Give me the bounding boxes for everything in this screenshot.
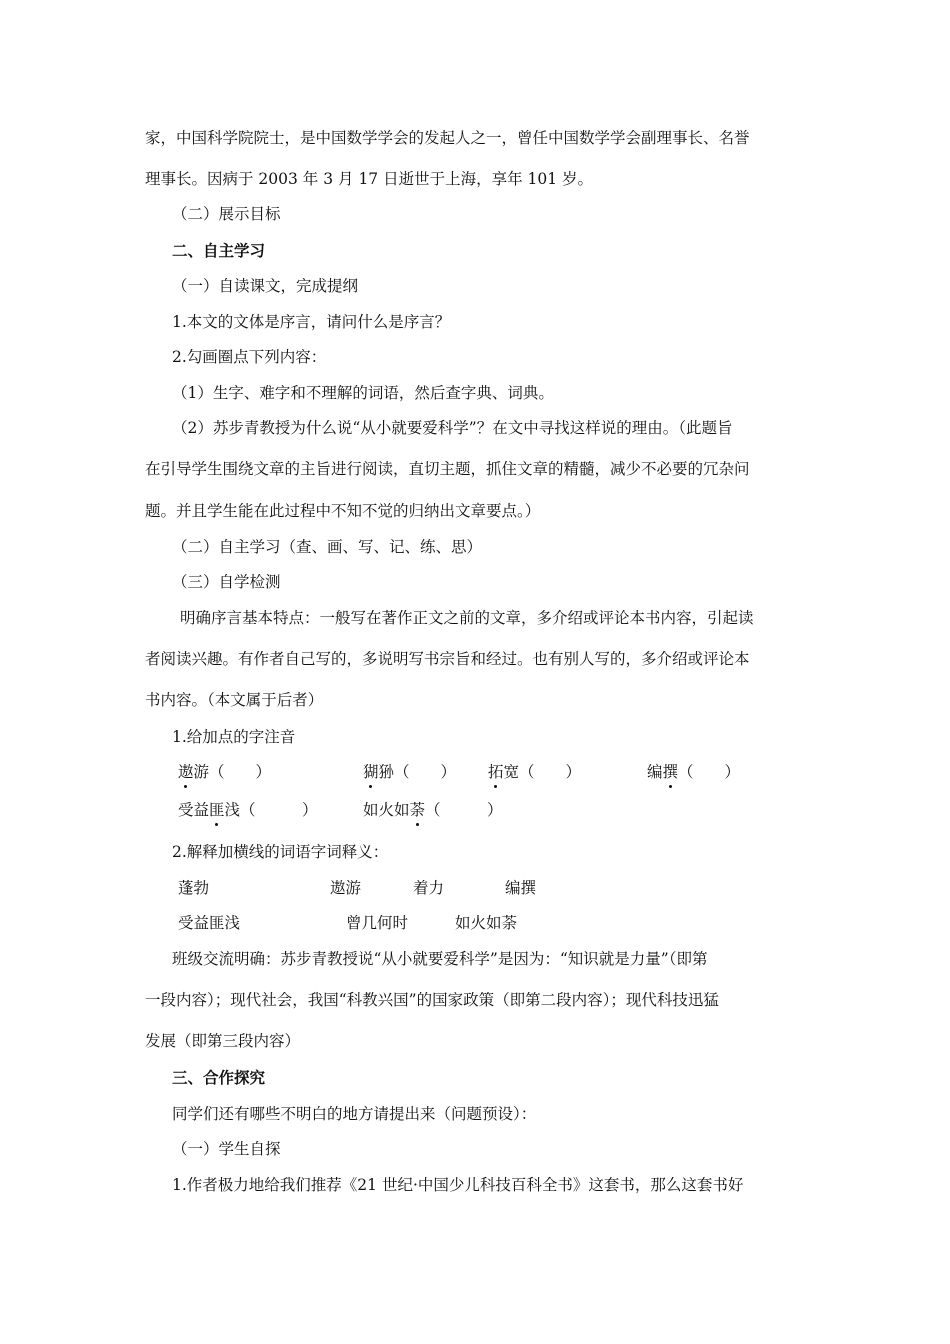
vocab-word: 着力 [413, 879, 445, 897]
answer-blank: （ ） [394, 763, 457, 781]
paragraph: （1）生字、难字和不理解的词语，然后查字典、词典。 [172, 384, 554, 402]
pinyin-item: 猢狲（ ） [363, 763, 457, 781]
pinyin-item: 拓宽（ ） [488, 763, 582, 781]
pinyin-item: 编撰（ ） [647, 763, 741, 781]
paragraph: 1.本文的文体是序言，请问什么是序言？ [172, 313, 451, 331]
paragraph: 在引导学生围绕文章的主旨进行阅读，直切主题，抓住文章的精髓，减少不必要的冗杂问 [145, 460, 750, 478]
paragraph: 家，中国科学院院士，是中国数学学会的发起人之一，曾任中国数学学会副理事长、名誉 [145, 129, 750, 147]
paragraph: 1.给加点的字注音 [172, 728, 296, 746]
vocab-word: 蓬勃 [178, 879, 210, 897]
dotted-char: 拓 [488, 763, 504, 781]
vocab-word: 如火如荼 [455, 914, 518, 932]
pinyin-item: 如火如荼（ ） [363, 801, 503, 819]
paragraph: 同学们还有哪些不明白的地方请提出来（问题预设）： [172, 1105, 537, 1123]
dotted-char: 匪 [209, 801, 225, 819]
paragraph: （三）自学检测 [172, 573, 281, 591]
answer-blank: （ ） [240, 801, 318, 819]
dotted-char: 遨 [178, 763, 194, 781]
pinyin-item: 遨游（ ） [178, 763, 272, 781]
answer-blank: （ ） [209, 763, 272, 781]
vocab-word: 曾几何时 [346, 914, 409, 932]
paragraph: 书内容。（本文属于后者） [145, 691, 324, 709]
paragraph: 2.勾画圈点下列内容： [172, 348, 327, 366]
paragraph: 题。并且学生能在此过程中不知不觉的归纳出文章要点。） [145, 502, 541, 520]
vocab-word: 编撰 [505, 879, 537, 897]
vocab-word: 受益匪浅 [178, 914, 241, 932]
section-heading: 三、合作探究 [172, 1069, 266, 1087]
paragraph: 1.作者极力地给我们推荐《21 世纪·中国少儿科技百科全书》这套书，那么这套书好 [172, 1176, 744, 1194]
dotted-char: 撰 [662, 763, 679, 781]
dotted-char: 荼 [409, 801, 426, 819]
answer-blank: （ ） [425, 801, 503, 819]
dotted-char: 猢 [363, 763, 379, 781]
paragraph: 一段内容）；现代社会，我国“科教兴国”的国家政策（即第二段内容）；现代科技迅猛 [145, 991, 719, 1009]
paragraph: （二）展示目标 [172, 205, 281, 223]
paragraph: 明确序言基本特点：一般写在著作正文之前的文章，多介绍或评论本书内容，引起读 [180, 609, 754, 627]
paragraph: 班级交流明确：苏步青教授说“从小就要爱科学”是因为：“知识就是力量”（即第 [172, 950, 708, 968]
section-heading: 二、自主学习 [172, 242, 266, 260]
pinyin-item: 受益匪浅（ ） [178, 801, 318, 819]
paragraph: 理事长。因病于 2003 年 3 月 17 日逝世于上海，享年 101 岁。 [145, 170, 594, 188]
paragraph: （二）自主学习（查、画、写、记、练、思） [172, 538, 483, 556]
paragraph: 发展（即第三段内容） [145, 1032, 301, 1050]
vocab-word: 遨游 [330, 879, 362, 897]
paragraph: （2）苏步青教授为什么说“从小就要爱科学”？在文中寻找这样说的理由。（此题旨 [172, 419, 733, 437]
paragraph: （一）自读课文，完成提纲 [172, 277, 359, 295]
answer-blank: （ ） [519, 763, 582, 781]
answer-blank: （ ） [678, 763, 741, 781]
paragraph: （一）学生自探 [172, 1140, 281, 1158]
paragraph: 者阅读兴趣。有作者自己写的，多说明写书宗旨和经过。也有别人写的，多介绍或评论本 [145, 650, 750, 668]
paragraph: 2.解释加横线的词语字词释义： [172, 843, 389, 861]
